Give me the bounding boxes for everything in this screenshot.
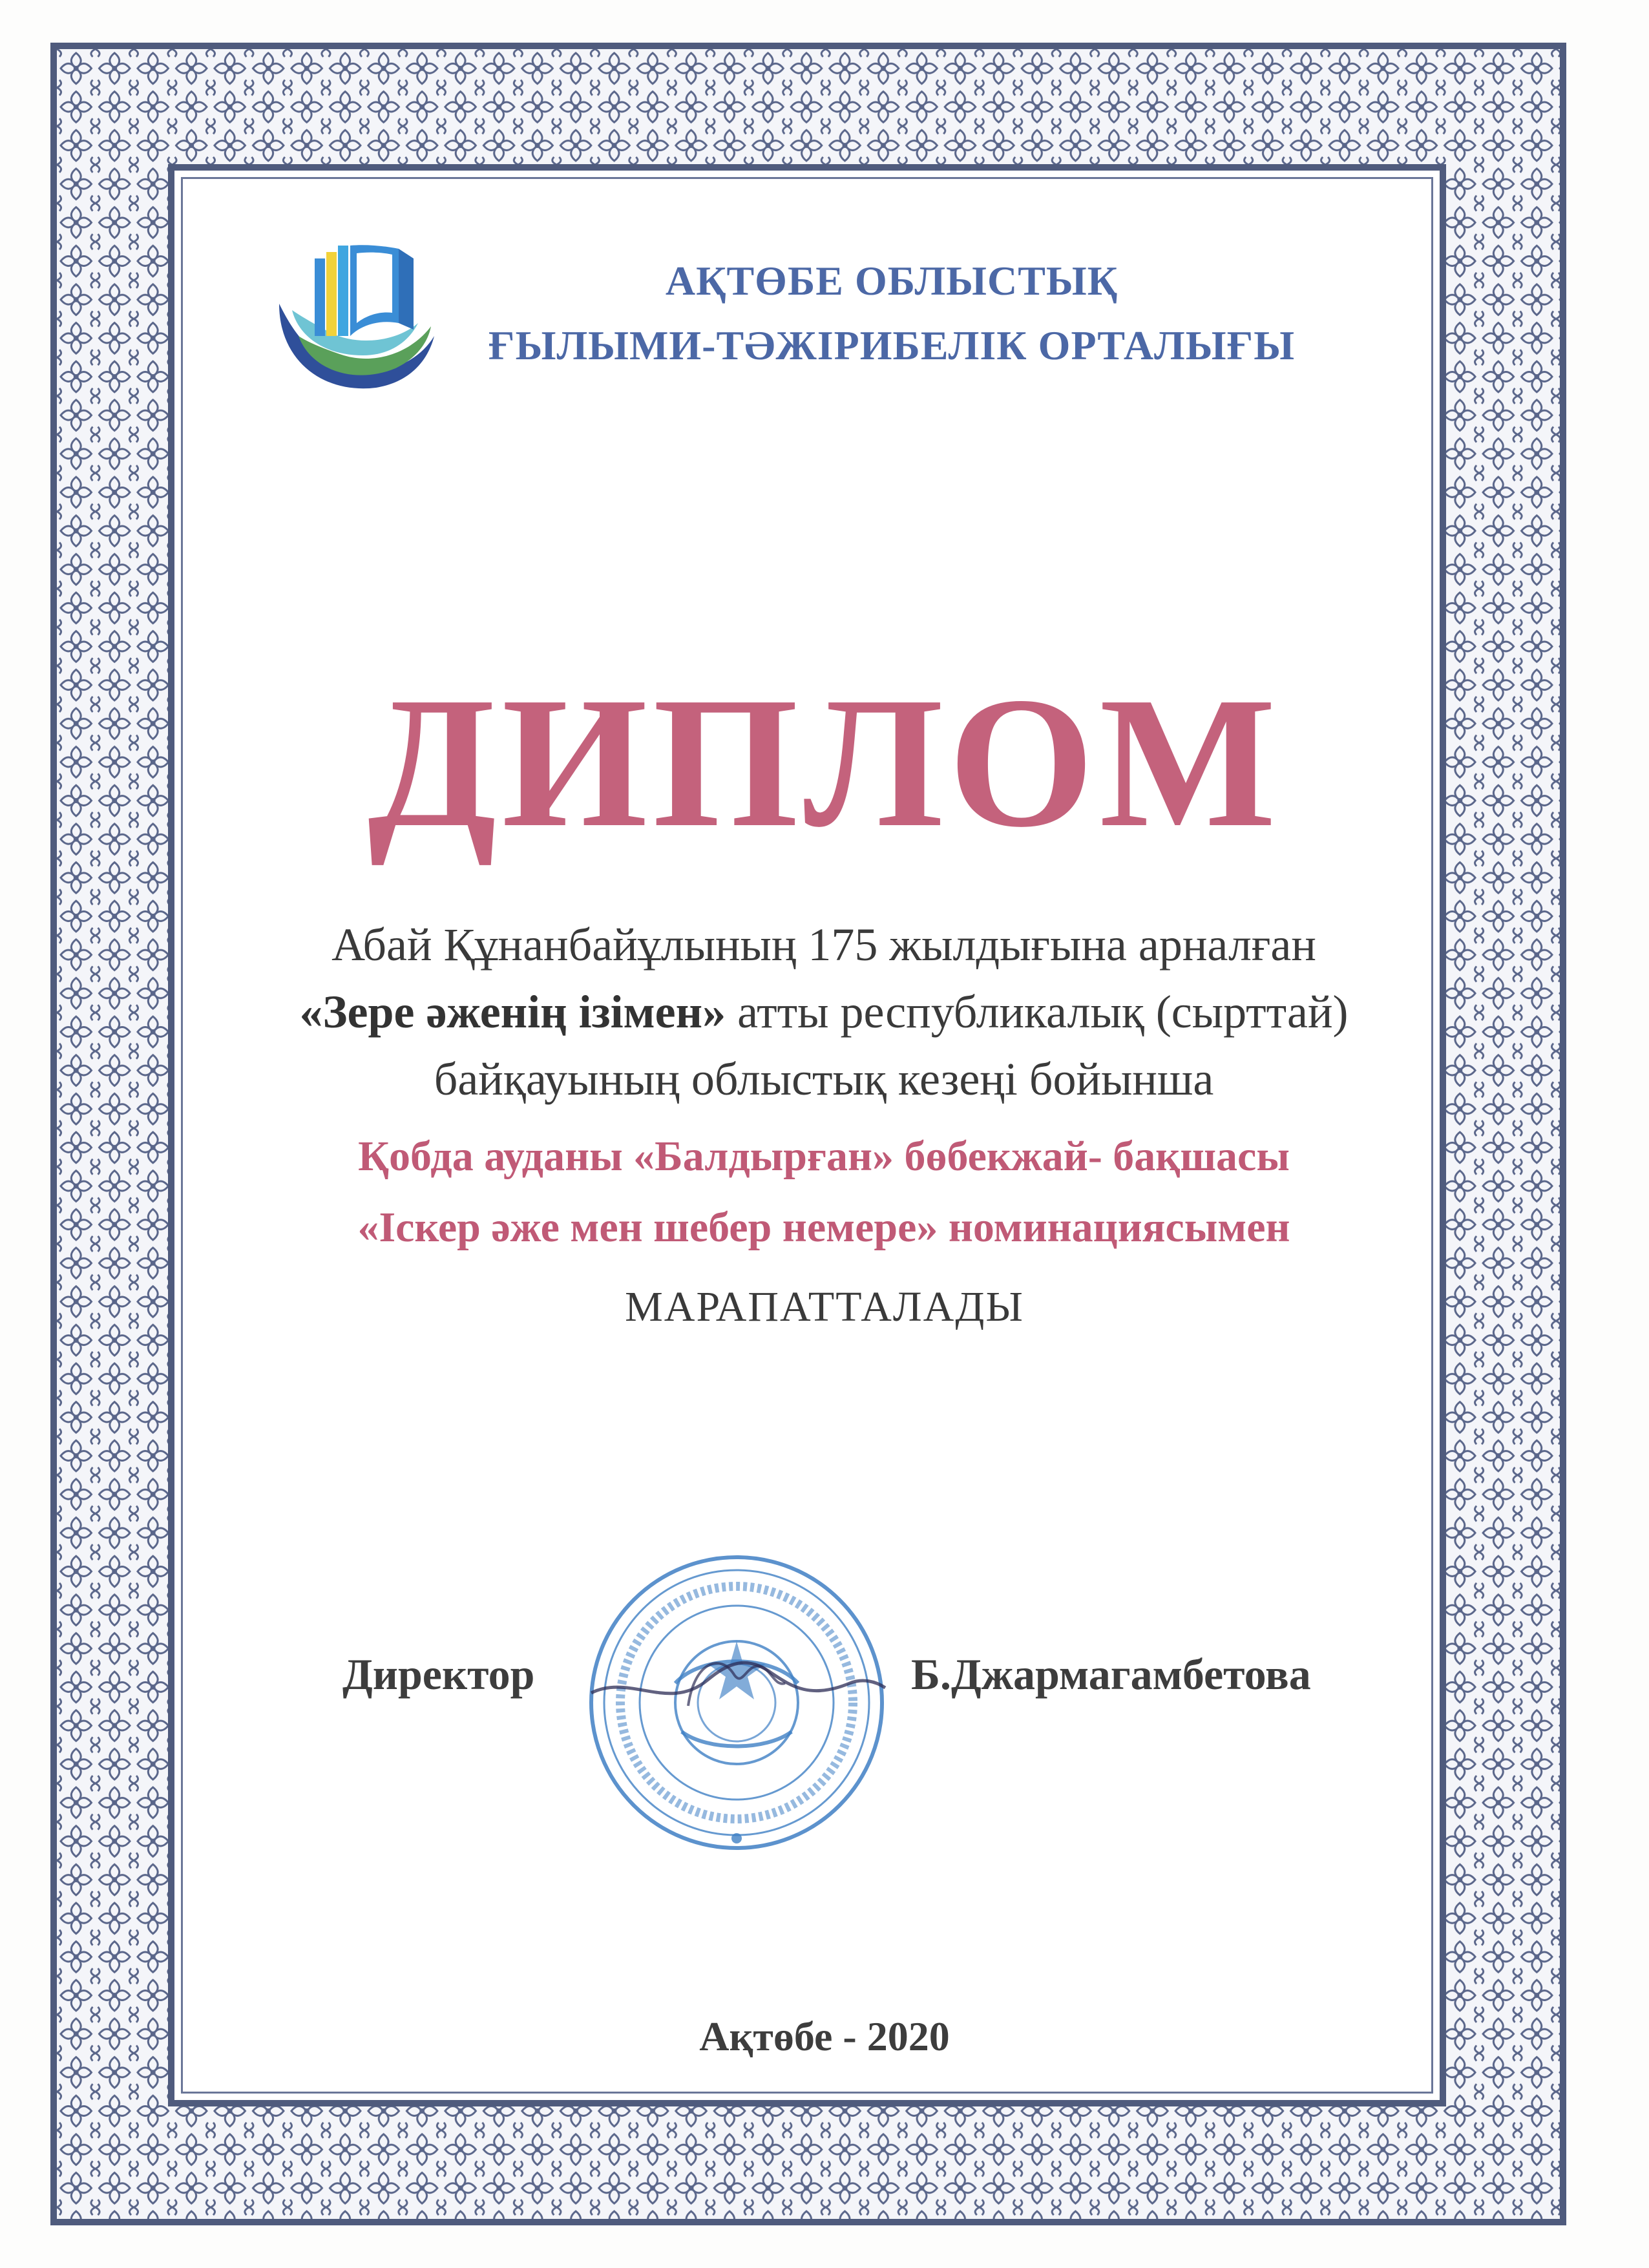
org-name-line-1: АҚТӨБЕ ОБЛЫСТЫҚ xyxy=(665,258,1119,304)
place-and-year: Ақтөбе - 2020 xyxy=(699,2013,950,2059)
body-line-1: Абай Құнанбайұлының 175 жылдығына арналған xyxy=(331,919,1316,971)
award-recipient xyxy=(194,1121,1454,1263)
body-line-3: байқауының облыстық кезеңі бойынша xyxy=(434,1053,1214,1105)
award-line-2: «Іскер әже мен шебер немере» номинациясымен xyxy=(357,1204,1290,1251)
awarded-label: МАРАПАТТАЛАДЫ xyxy=(625,1283,1024,1330)
diploma-body xyxy=(194,911,1454,1113)
organization-logo xyxy=(253,233,441,414)
signatory-name: Б.Джармагамбетова xyxy=(911,1650,1311,1699)
signatory-role: Директор xyxy=(342,1650,535,1699)
official-stamp xyxy=(578,1544,895,1861)
diploma-title: ДИПЛОМ xyxy=(367,658,1282,866)
organization-name xyxy=(452,249,1331,378)
contest-name: «Зере әженің ізімен» xyxy=(299,986,726,1038)
body-line-2-rest: атты республикалық (сырттай) xyxy=(726,986,1349,1038)
org-name-line-2: ҒЫЛЫМИ-ТӘЖІРИБЕЛІК ОРТАЛЫҒЫ xyxy=(488,322,1296,368)
body-line-2 xyxy=(194,978,1454,1045)
award-line-1: Қобда ауданы «Балдырған» бөбекжай- бақшасы xyxy=(358,1133,1290,1180)
